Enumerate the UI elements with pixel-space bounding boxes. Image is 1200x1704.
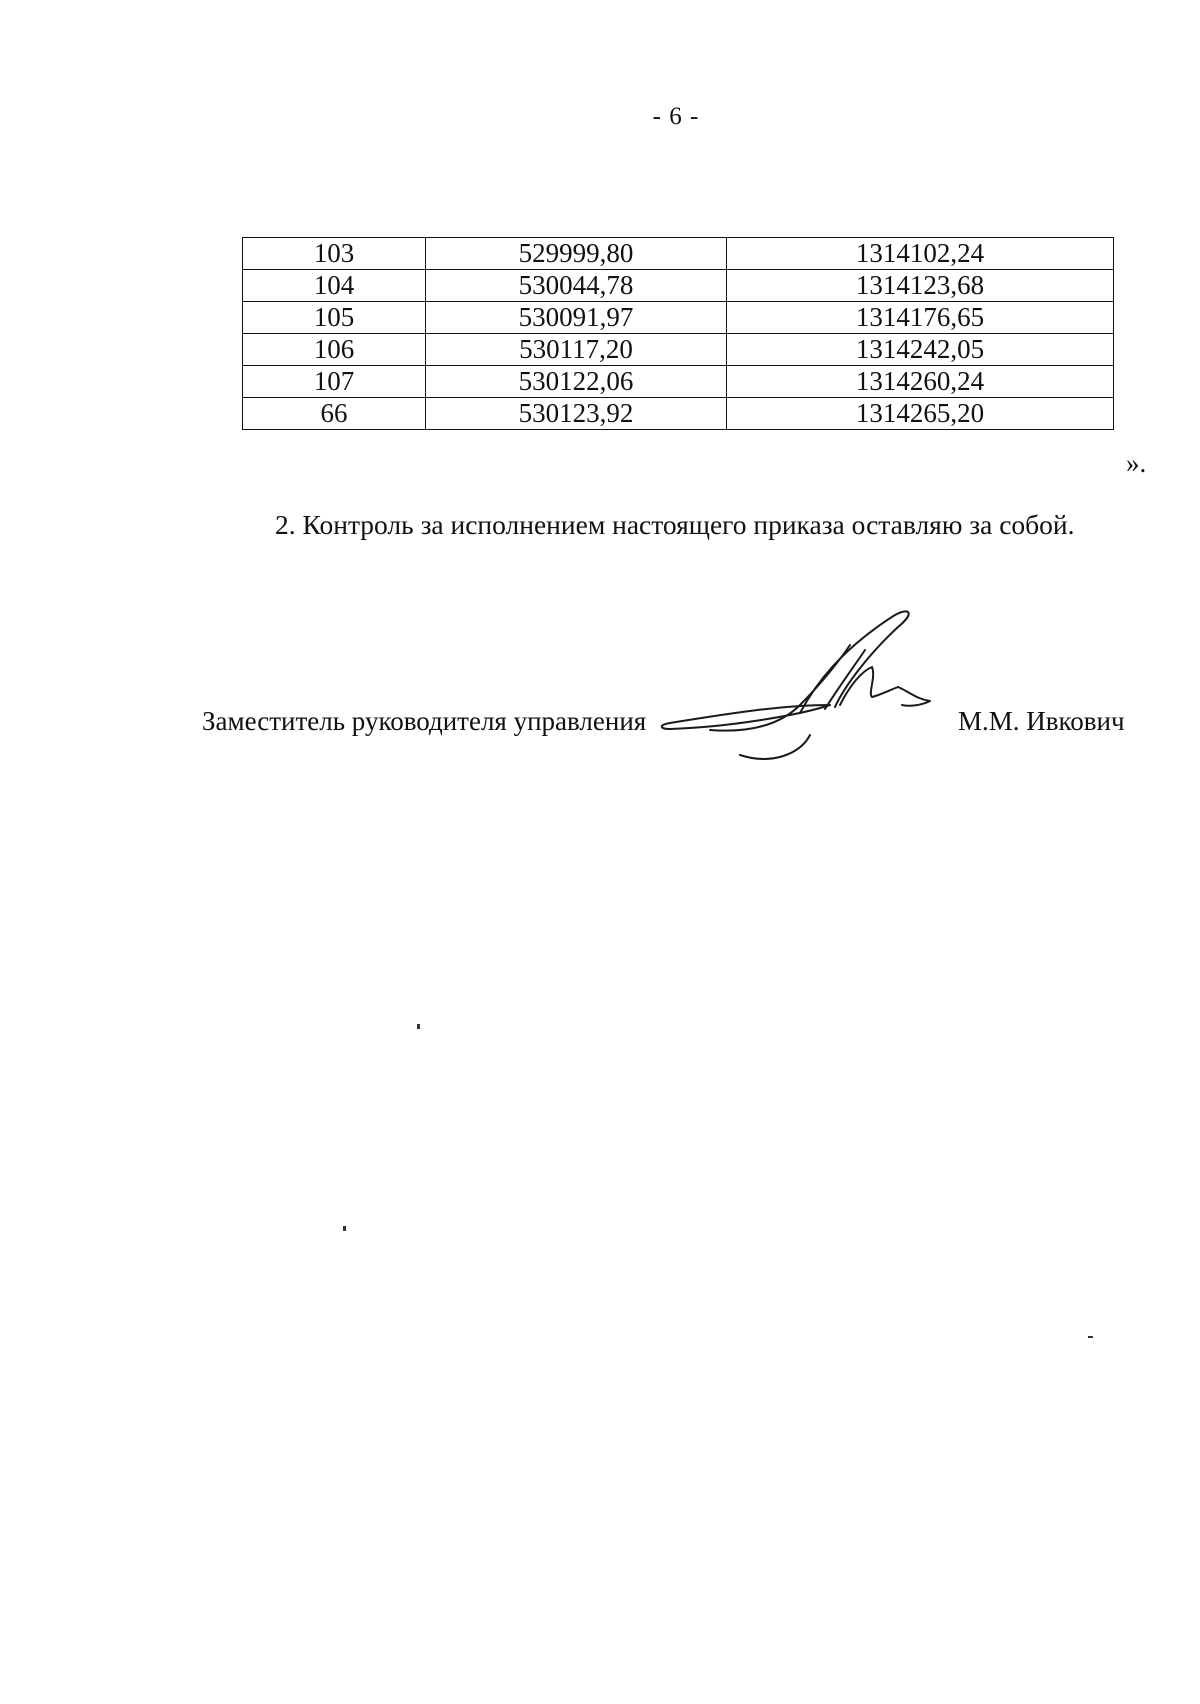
paragraph-2: 2. Контроль за исполнением настоящего приказа оставляю за собой. [275, 509, 1075, 540]
table-row [243, 302, 1114, 334]
y-coordinate-cell: 1314176,65 [727, 302, 1114, 334]
point-number-cell: 107 [243, 366, 426, 398]
x-coordinate-cell: 530044,78 [426, 270, 727, 302]
table-row [243, 398, 1114, 430]
x-coordinate-cell: 530123,92 [426, 398, 727, 430]
scan-speck [417, 1024, 420, 1029]
handwritten-signature [640, 605, 940, 765]
table-row [243, 238, 1114, 270]
y-coordinate-cell: 1314265,20 [727, 398, 1114, 430]
y-coordinate-cell: 1314102,24 [727, 238, 1114, 270]
table-row [243, 366, 1114, 398]
y-coordinate-cell: 1314260,24 [727, 366, 1114, 398]
y-coordinate-cell: 1314123,68 [727, 270, 1114, 302]
point-number-cell: 105 [243, 302, 426, 334]
coordinates-table-body [243, 238, 1114, 430]
table-row [243, 270, 1114, 302]
y-coordinate-cell: 1314242,05 [727, 334, 1114, 366]
x-coordinate-cell: 529999,80 [426, 238, 727, 270]
scan-speck [1088, 1336, 1093, 1338]
point-number-cell: 66 [243, 398, 426, 430]
x-coordinate-cell: 530091,97 [426, 302, 727, 334]
signer-name: М.М. Ивкович [958, 706, 1125, 736]
x-coordinate-cell: 530122,06 [426, 366, 727, 398]
x-coordinate-cell: 530117,20 [426, 334, 727, 366]
table-row [243, 334, 1114, 366]
point-number-cell: 103 [243, 238, 426, 270]
point-number-cell: 106 [243, 334, 426, 366]
scan-speck [343, 1226, 346, 1231]
signer-title: Заместитель руководителя управления [202, 706, 647, 736]
closing-quote: ». [1126, 448, 1147, 478]
coordinates-table [242, 237, 1114, 430]
page-number: - 6 - [652, 103, 700, 130]
point-number-cell: 104 [243, 270, 426, 302]
